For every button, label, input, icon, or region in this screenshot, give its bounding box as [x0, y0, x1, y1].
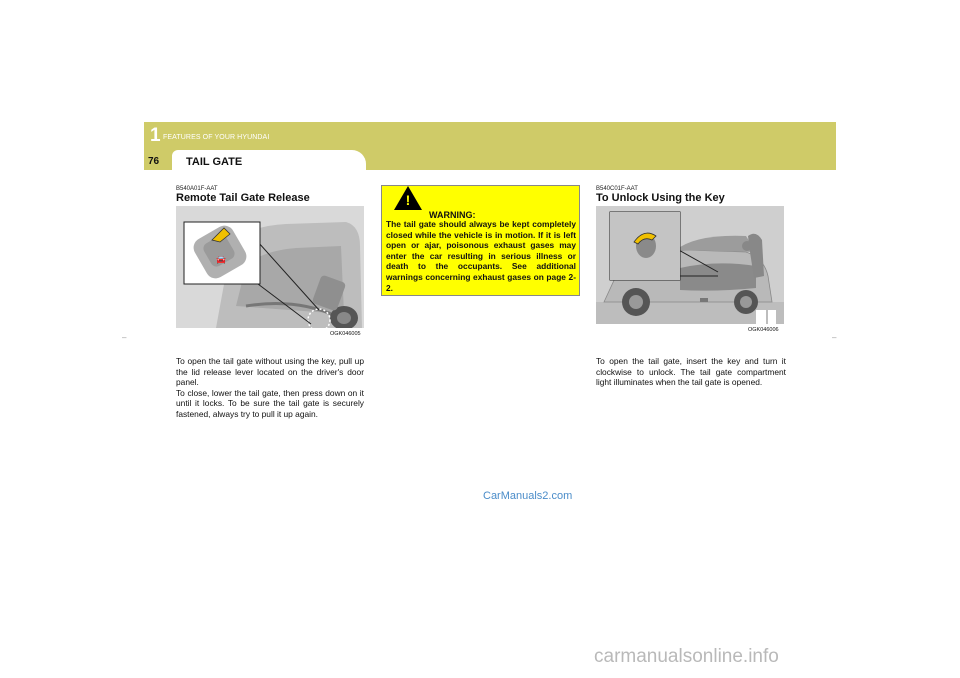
door-panel-figure — [176, 206, 364, 328]
watermark-link[interactable]: CarManuals2.com — [483, 490, 573, 502]
right-heading: To Unlock Using the Key — [596, 192, 725, 204]
crop-mark-right: – — [832, 333, 837, 342]
watermark-bottom: carmanualsonline.info — [594, 646, 779, 667]
left-heading: Remote Tail Gate Release — [176, 192, 310, 204]
left-figure-code: OGK046005 — [330, 331, 361, 337]
warning-title: WARNING: — [429, 210, 476, 220]
page-number: 76 — [148, 156, 160, 167]
page-title: TAIL GATE — [186, 156, 243, 168]
tail-gate-figure — [596, 206, 784, 324]
svg-text:🚘: 🚘 — [216, 255, 226, 264]
car-tail-gate-illustration — [596, 206, 784, 324]
door-panel-illustration — [176, 206, 364, 328]
section-number: 1 — [150, 125, 161, 146]
left-body-text: To open the tail gate without using the key, pull up the lid release lever located on the driver's door panel. To close, lower the tail gate, then press down on it until it locks. To be sure the tail gate is securely fastened, always try to pull it up again. — [176, 356, 364, 419]
left-section-code: B540A01F-AAT — [176, 186, 218, 192]
right-section-code: B540C01F-AAT — [596, 186, 638, 192]
right-body-text: To open the tail gate, insert the key and turn it clockwise to unlock. The tail gate compartment light illuminates when the tail gate is opened. — [596, 356, 786, 388]
right-figure-code: OGK046006 — [748, 327, 779, 333]
section-title: FEATURES OF YOUR HYUNDAI — [163, 134, 270, 141]
warning-text: The tail gate should always be kept completely closed while the vehicle is in motion. If it is left open or ajar, poisonous exhaust gases may enter the car resulting in serious illness or death to the occupants. See additional warnings concerning exhaust gases on page 2-2. — [386, 219, 576, 293]
crop-mark-left: – — [122, 333, 127, 342]
warning-exclamation: ! — [405, 192, 411, 208]
